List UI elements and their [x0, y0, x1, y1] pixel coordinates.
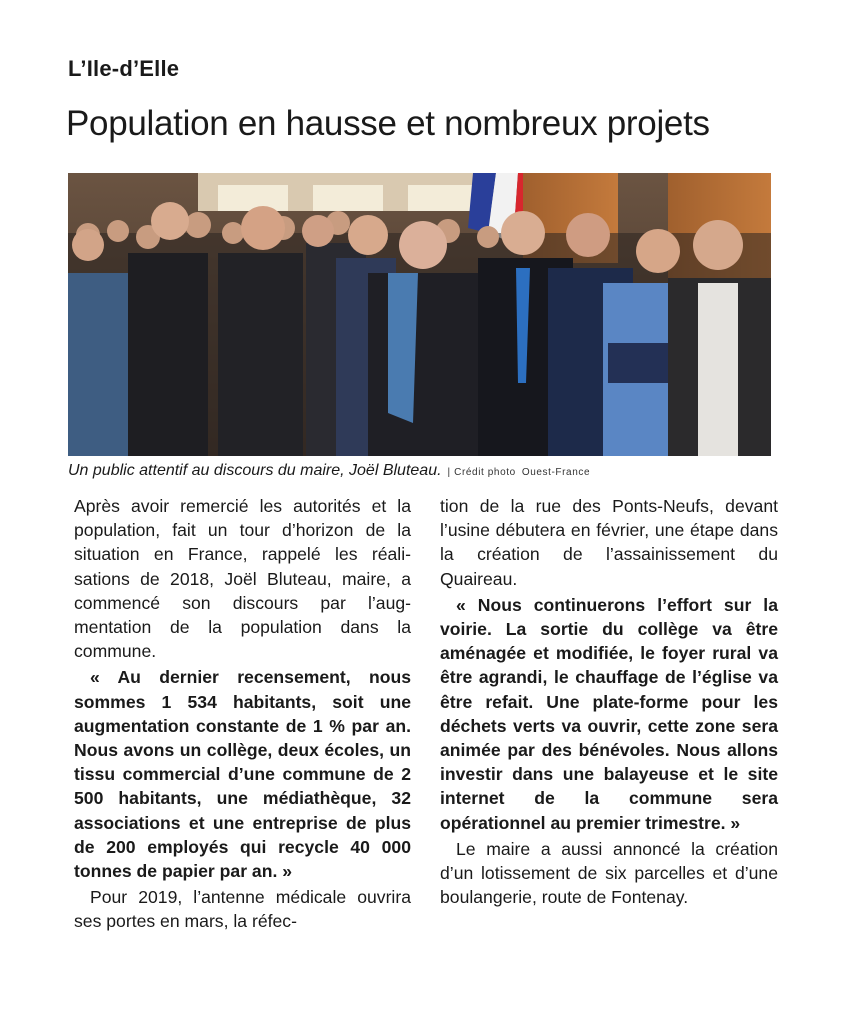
crowd-photo-illustration [68, 173, 771, 456]
article-column-right [440, 494, 778, 909]
article-paragraph-2019-part2: tion de la rue des Ponts-Neufs, devant l’usine débutera en février, une étape dans la création de l’assainissement du Quaireau. [440, 496, 778, 589]
article-paragraph-intro: Après avoir remercié les autorités et la population, fait un tour d’horizon de la situation en France, rappelé les réalisations de 2018, Joël Bluteau, maire, a commencé son discours par l’augmentation de la population dans la commune. [74, 496, 411, 662]
photo-credit-label: | Crédit photo [447, 467, 516, 478]
article-location: L’Ile-d’Elle [68, 56, 180, 81]
article-quote-projects: « Nous continuerons l’effort sur la voirie. La sortie du collège va être aménagée et modifiée, le foyer rural va être agrandi, le chauffage de l’église va être refait. Une plate-forme pour les déchets verts va ouvrir, cette zone sera animée par des bénévoles. Nous allons investir dans une balayeuse et le site internet de la commune sera opérationnel au premier trimestre. » [440, 594, 778, 833]
photo-credit-source: Ouest-France [521, 467, 591, 478]
photo-caption [68, 462, 590, 480]
article-photo [68, 173, 771, 456]
article-paragraph-announcement: Le maire a aussi annoncé la création d’un lotissement de six parcelles et d’une boulangerie, route de Fontenay. [440, 838, 778, 908]
article-column-left [74, 494, 411, 934]
article-paragraph-2019-part1: Pour 2019, l’antenne médicale ouvrira ses portes en mars, la réfec- [74, 887, 411, 932]
article-headline: Population en hausse et nombreux projets [66, 104, 710, 143]
article-quote-population: « Au dernier recensement, nous sommes 1 534 habitants, soit une augmentation constante de 1 % par an. Nous avons un collège, deux écoles, un tissu commercial d’une commune de 2 500 habitants, une médiathèque, 32 associations et une entreprise de plus de 200 employés qui recycle 40 000 tonnes de papier par an. » [74, 667, 411, 882]
photo-caption-text: Un public attentif au discours du maire, Joël Bluteau. [68, 462, 442, 479]
